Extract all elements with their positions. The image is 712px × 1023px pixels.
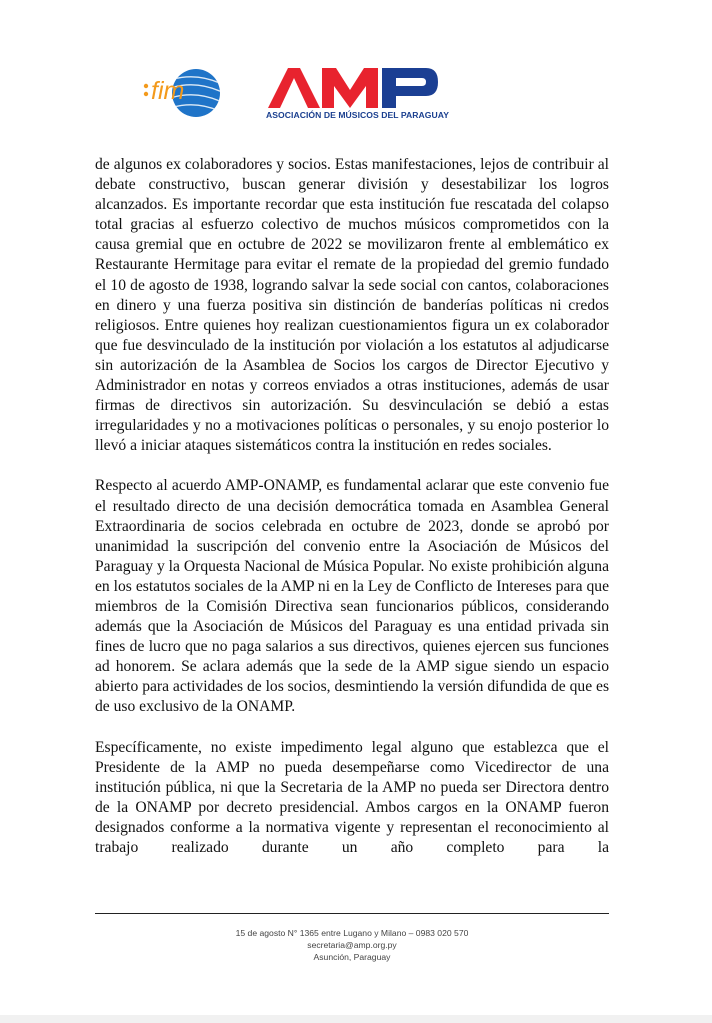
paragraph-3: Específicamente, no existe impedimento legal alguno que establezca que el Presidente de la AMP no pueda desempeñarse como Vicedirector de una institución pública, ni que la Secretaria de la AMP no pueda ser Directora dentro de la ONAMP por decreto presidencial. Ambos cargos en la ONAMP fueron designados conforme a la normativa vigente y representan el reconocimiento al trabajo realizado durante un año completo para la <box>95 738 609 856</box>
letterhead <box>0 0 712 140</box>
letter-body <box>95 155 609 878</box>
footer-email[interactable]: secretaria@amp.org.py <box>307 940 397 950</box>
footer <box>95 927 609 963</box>
svg-text:fim: fim <box>151 77 185 105</box>
fim-logo <box>140 66 226 118</box>
amp-subtitle: ASOCIACIÓN DE MÚSICOS DEL PARAGUAY <box>266 110 449 120</box>
amp-wordmark <box>266 66 446 110</box>
paragraph-2: Respecto al acuerdo AMP-ONAMP, es fundamental aclarar que este convenio fue el resultado directo de una decisión democrática tomada en Asamblea General Extraordinaria de socios celebrada en octubre de 2023, donde se aprobó por unanimidad la suscripción del convenio entre la Asociación de Músicos del Paraguay y la Orquesta Nacional de Música Popular. No existe prohibición alguna en los estatutos sociales de la AMP ni en la Ley de Conflicto de Intereses para que miembros de la Comisión Directiva sean funcionarios públicos, considerando además que la Asociación de Músicos del Paraguay es una entidad privada sin fines de lucro que no paga salarios a sus directivos, quienes ejercen sus funciones ad honorem. Se aclara además que la sede de la AMP sigue siendo un espacio abierto para actividades de los socios, desmintiendo la versión difundida de que es de uso exclusivo de la ONAMP. <box>95 477 610 716</box>
footer-address: 15 de agosto N° 1365 entre Lugano y Milano – 0983 020 570 <box>235 928 469 938</box>
footer-city: Asunción, Paraguay <box>313 952 391 962</box>
footer-divider <box>95 913 609 914</box>
paragraph-1: de algunos ex colaboradores y socios. Estas manifestaciones, lejos de contribuir al debate constructivo, buscan generar división y desestabilizar los logros alcanzados. Es importante recordar que esta institución fue rescatada del colapso total gracias al esfuerzo colectivo de muchos músicos comprometidos con la causa gremial que en octubre de 2022 se movilizaron frente al emblemático ex Restaurante Hermitage para evitar el remate de la propiedad del gremio fundado el 10 de agosto de 1938, logrando salvar la sede social con cantos, colaboraciones en dinero y una fuerza positiva sin distinción de banderías políticas ni credos religiosos. Entre quienes hoy realizan cuestionamientos figura un ex colaborador que fue desvinculado de la institución por violación a los estatutos al adjudicarse sin autorización de la Asamblea de Socios los cargos de Director Ejecutivo y Administrador en notas y correos enviados a otras instituciones, además de usar firmas de directivos sin autorización. Su desvinculación se debió a estas irregularidades y no a motivaciones políticas o personales, y su enojo posterior lo llevó a iniciar ataques sistemáticos contra la institución en redes sociales. <box>95 156 609 455</box>
amp-logo <box>266 66 449 126</box>
